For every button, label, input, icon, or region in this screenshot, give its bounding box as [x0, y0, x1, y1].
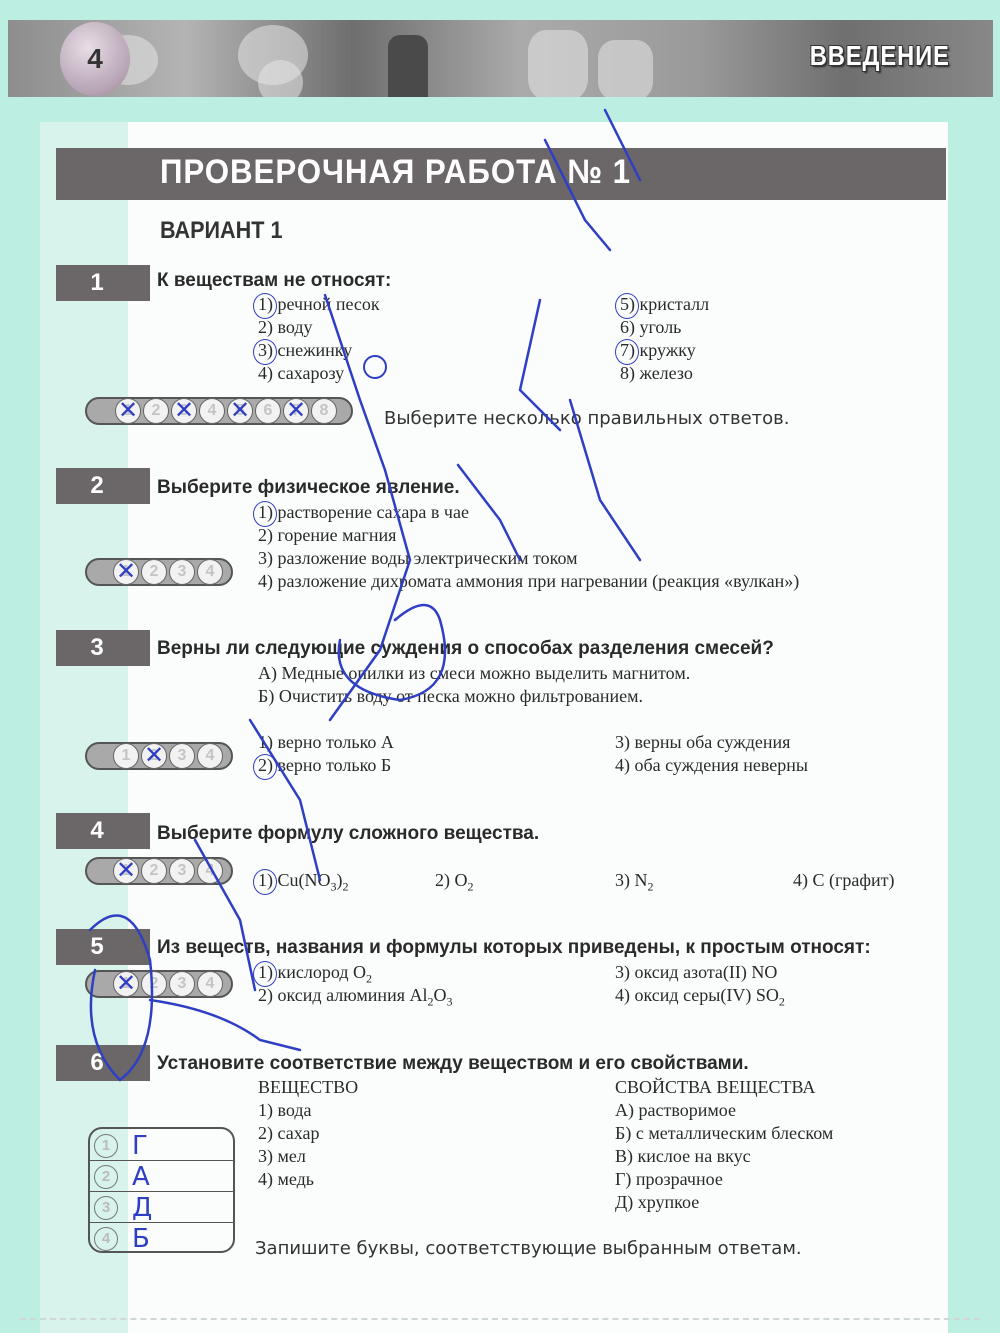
question-text-5: Из веществ, названия и формулы которых приведены, к простым относят:	[157, 937, 871, 958]
page-bottom-edge	[20, 1318, 980, 1320]
answer-bubble-3[interactable]: 3	[169, 971, 195, 997]
handwritten-answer[interactable]: А	[132, 1161, 150, 1192]
option-label: 2) оксид алюминия Al	[258, 985, 428, 1005]
answer-bubble-3[interactable]: 3	[169, 858, 195, 884]
circle-mark	[253, 293, 277, 319]
subscript: 2	[365, 971, 372, 986]
answer-bubble-4[interactable]: 4	[199, 398, 225, 424]
handwritten-answer[interactable]: Г	[132, 1130, 148, 1161]
q5-option-3[interactable]	[615, 962, 777, 983]
formula: Cu(NO	[277, 870, 331, 890]
q2-option-1[interactable]: 1) растворение сахара в чае	[258, 502, 469, 522]
q5-answer-field[interactable]	[85, 970, 233, 998]
q6-substance-4: 4) медь	[258, 1169, 315, 1189]
q6-hint: Запишите буквы, соответствующие выбранным ответам.	[255, 1238, 802, 1259]
answer-row-1[interactable]	[90, 1131, 233, 1161]
question-number-6: 6	[56, 1045, 150, 1081]
answer-bubble-1[interactable]: 1 ✕	[113, 971, 139, 997]
question-number-5: 5	[56, 929, 150, 965]
circle-mark	[253, 869, 277, 895]
answer-bubble-4[interactable]: 4	[197, 559, 223, 585]
formula: N	[634, 870, 648, 890]
question-number-1: 1	[56, 265, 150, 301]
subscript: 3	[330, 879, 337, 894]
subscript: 3	[446, 994, 453, 1009]
answer-bubble-4[interactable]: 4	[197, 858, 223, 884]
subscript: 2	[342, 879, 349, 894]
answer-bubble-4[interactable]: 4	[197, 971, 223, 997]
q1-option-4[interactable]: 4) сахарозу	[258, 363, 345, 383]
q1-option-1[interactable]: 1) речной песок	[258, 294, 380, 314]
subscript: 2	[467, 879, 474, 894]
question-text-1: К веществам не относят:	[157, 270, 392, 291]
formula: O	[454, 870, 468, 890]
circle-mark	[615, 339, 639, 365]
answer-bubble-2[interactable]: 2	[143, 398, 169, 424]
option-label: 1) кислород O	[258, 962, 366, 982]
variant-heading: ВАРИАНТ 1	[160, 217, 283, 244]
answer-bubble-6[interactable]: 6	[255, 398, 281, 424]
subscript: 2	[647, 879, 654, 894]
answer-bubble-3[interactable]: 3 ✕	[171, 398, 197, 424]
q3-option-2[interactable]: 2) верно только Б	[258, 755, 392, 775]
answer-bubble-1[interactable]: 1 ✕	[115, 398, 141, 424]
q6-substance-3: 3) мел	[258, 1146, 306, 1166]
question-number-4: 4	[56, 813, 150, 849]
answer-bubble-4[interactable]: 4	[197, 743, 223, 769]
q3-statement-b: Б) Очистить воду от песка можно фильтрованием.	[258, 686, 644, 706]
answer-bubble-3[interactable]: 3	[169, 559, 195, 585]
subscript: 2	[427, 994, 434, 1009]
q1-option-6[interactable]: 6) уголь	[620, 317, 682, 337]
q2-option-4[interactable]: 4) разложение дихромата аммония при нагревании (реакция «вулкан»)	[258, 571, 800, 591]
q1-option-2[interactable]: 2) воду	[258, 317, 313, 337]
answer-row-4[interactable]	[90, 1224, 233, 1253]
q6-substance-1: 1) вода	[258, 1100, 312, 1120]
q6-property-g: Г) прозрачное	[615, 1169, 723, 1189]
answer-bubble-1[interactable]: 1 ✕	[113, 858, 139, 884]
circle-mark	[253, 339, 277, 365]
q6-property-d: Д) хрупкое	[615, 1192, 700, 1212]
question-text-2: Выберите физическое явление.	[157, 477, 460, 498]
row-number: 2	[94, 1165, 118, 1189]
circle-mark	[253, 754, 277, 780]
question-text-4: Выберите формулу сложного вещества.	[157, 823, 540, 844]
subscript: 2	[778, 994, 785, 1009]
answer-bubble-3[interactable]: 3	[169, 743, 195, 769]
q1-option-8[interactable]: 8) железо	[620, 363, 693, 383]
q4-option-3[interactable]	[615, 870, 654, 895]
q2-option-2[interactable]: 2) горение магния	[258, 525, 397, 545]
q5-option-4[interactable]	[615, 985, 785, 1010]
answer-bubble-5[interactable]: 5 ✕	[227, 398, 253, 424]
handwritten-answer[interactable]: Б	[132, 1223, 150, 1254]
circle-mark	[615, 293, 639, 319]
option-label: 4) оксид серы(IV) SO	[615, 985, 779, 1005]
q4-answer-field[interactable]	[85, 857, 233, 885]
answer-bubble-1[interactable]: 1	[113, 743, 139, 769]
q4-option-4[interactable]	[793, 870, 895, 891]
q4-option-2[interactable]	[435, 870, 474, 895]
q6-right-header: СВОЙСТВА ВЕЩЕСТВА	[615, 1077, 816, 1097]
question-text-6: Установите соответствие между веществом и его свойствами.	[157, 1053, 749, 1074]
q1-option-3[interactable]: 3) снежинку	[258, 340, 353, 360]
option-number: 3)	[615, 870, 630, 890]
option-label: 3) оксид азота(II) NO	[615, 962, 778, 982]
option-number: 1)	[258, 870, 273, 890]
page-number: 4	[60, 22, 130, 96]
answer-bubble-2[interactable]: 2	[141, 858, 167, 884]
answer-bubble-1[interactable]: 1 ✕	[113, 559, 139, 585]
q1-hint: Выберите несколько правильных ответов.	[384, 408, 790, 429]
circle-mark	[253, 961, 277, 987]
row-number: 4	[94, 1227, 118, 1251]
q1-answer-field[interactable]	[85, 397, 353, 425]
q6-property-b: Б) с металлическим блеском	[615, 1123, 834, 1143]
q6-property-v: В) кислое на вкус	[615, 1146, 751, 1166]
q5-option-2[interactable]	[258, 985, 452, 1010]
q2-answer-field[interactable]	[85, 558, 233, 586]
q3-option-4[interactable]: 4) оба суждения неверны	[615, 755, 809, 775]
answer-bubble-7[interactable]: 7 ✕	[283, 398, 309, 424]
option-number: 4)	[793, 870, 808, 890]
page-paper	[128, 122, 948, 1333]
handwritten-answer[interactable]: Д	[132, 1192, 153, 1223]
q6-substance-2: 2) сахар	[258, 1123, 320, 1143]
q3-option-1[interactable]: 1) верно только А	[258, 732, 394, 752]
answer-bubble-2[interactable]: 2	[141, 559, 167, 585]
q3-statement-a: А) Медные опилки из смеси можно выделить магнитом.	[258, 663, 691, 683]
q1-option-5[interactable]: 5) кристалл	[620, 294, 710, 314]
page-title: ПРОВЕРОЧНАЯ РАБОТА № 1	[160, 153, 631, 191]
q6-left-header: ВЕЩЕСТВО	[258, 1077, 359, 1097]
q6-property-a: А) растворимое	[615, 1100, 736, 1120]
answer-bubble-8[interactable]: 8	[311, 398, 337, 424]
formula: C (графит)	[812, 870, 895, 890]
q3-option-3[interactable]: 3) верны оба суждения	[615, 732, 791, 752]
section-title: ВВЕДЕНИЕ	[809, 40, 950, 71]
option-label: O	[433, 985, 447, 1005]
question-text-3: Верны ли следующие суждения о способах разделения смесей?	[157, 638, 774, 659]
question-number-3: 3	[56, 630, 150, 666]
q3-answer-field[interactable]	[85, 742, 233, 770]
answer-row-2[interactable]	[90, 1162, 233, 1192]
answer-bubble-2[interactable]: 2	[141, 971, 167, 997]
q6-answer-table[interactable]	[88, 1127, 235, 1253]
q1-option-7[interactable]: 7) кружку	[620, 340, 696, 360]
answer-row-3[interactable]	[90, 1193, 233, 1223]
formula: )	[336, 870, 343, 890]
q2-option-3[interactable]: 3) разложение воды электрическим током	[258, 548, 578, 568]
row-number: 3	[94, 1196, 118, 1220]
circle-mark	[253, 501, 277, 527]
row-number: 1	[94, 1134, 118, 1158]
option-number: 2)	[435, 870, 450, 890]
question-number-2: 2	[56, 468, 150, 504]
answer-bubble-2[interactable]: 2 ✕	[141, 743, 167, 769]
